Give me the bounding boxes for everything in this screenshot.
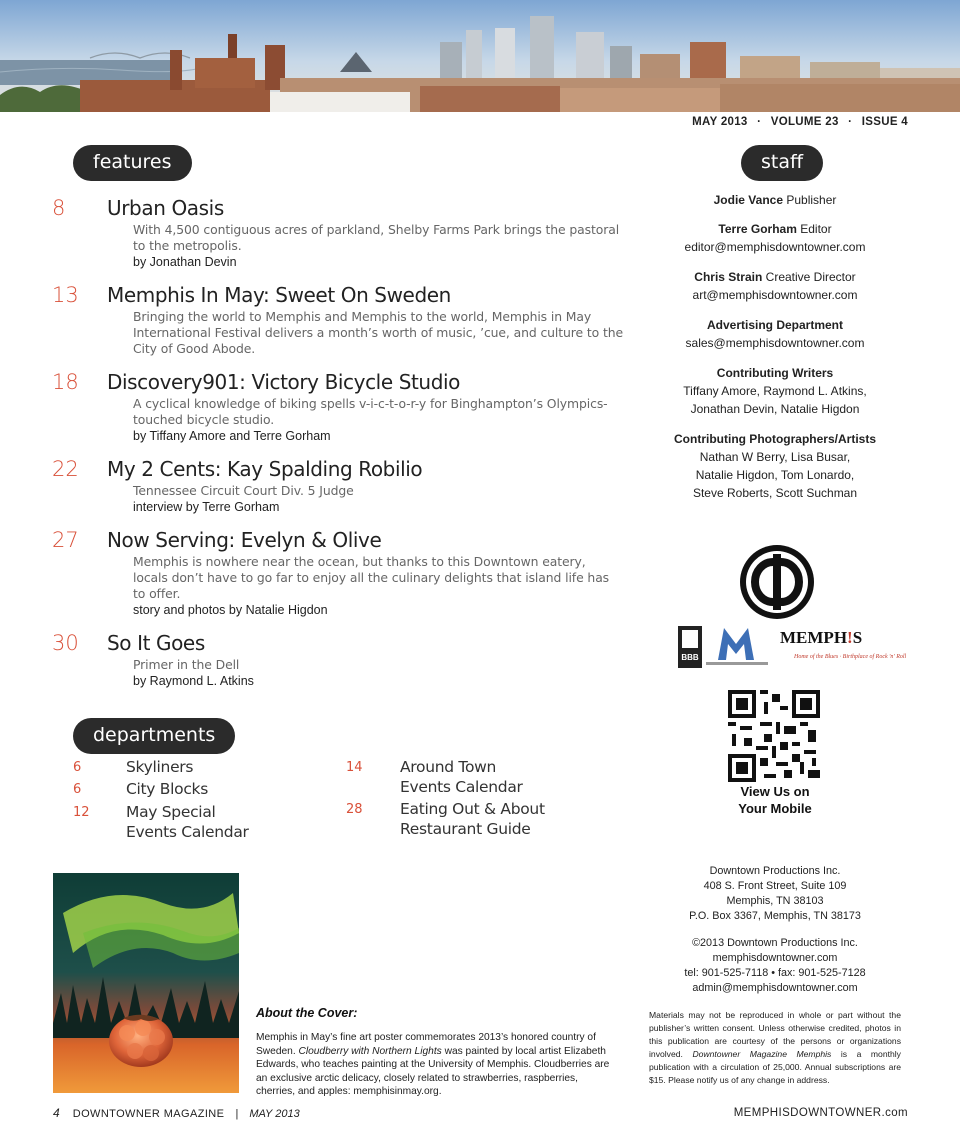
- publisher-address: Downtown Productions Inc. 408 S. Front Street, Suite 109 Memphis, TN 38103 P.O. Box 3367, Memphis, TN 38173: [689, 865, 861, 922]
- footer-website-link[interactable]: MEMPHISDOWNTOWNER.com: [733, 1107, 908, 1119]
- feature-page-number: 27: [52, 528, 79, 552]
- qr-code-icon[interactable]: [728, 690, 820, 782]
- departments-heading: departments: [73, 718, 235, 754]
- skyline-banner-image: [0, 0, 960, 112]
- feature-item[interactable]: [52, 631, 622, 691]
- feature-title[interactable]: Urban Oasis: [107, 196, 224, 220]
- feature-item[interactable]: [52, 370, 622, 446]
- editor-email-link[interactable]: editor@memphisdowntowner.com: [684, 240, 866, 254]
- department-title[interactable]: Eating Out & About Restaurant Guide: [400, 800, 545, 838]
- issue-number: ISSUE 4: [861, 116, 908, 128]
- staff-creative-director: Chris Strain Creative Director art@memphisdowntowner.com: [692, 270, 858, 302]
- staff-advertising: Advertising Department sales@memphisdowntowner.com: [685, 318, 865, 350]
- feature-byline: story and photos by Natalie Higdon: [133, 603, 328, 617]
- staff-heading: staff: [741, 145, 823, 181]
- feature-byline: by Jonathan Devin: [133, 255, 237, 269]
- chamber-logo-icon: [718, 628, 754, 660]
- staff-photographers: Contributing Photographers/Artists Nathan W Berry, Lisa Busar, Natalie Higdon, Tom Lonardo, Steve Roberts, Scott Suchman: [674, 432, 876, 500]
- cover-image: [53, 873, 239, 1093]
- feature-page-number: 18: [52, 370, 79, 394]
- issue-info: MAY 2013 · VOLUME 23 · ISSUE 4: [692, 116, 908, 128]
- website-link[interactable]: memphisdowntowner.com: [712, 952, 838, 964]
- feature-page-number: 13: [52, 283, 79, 307]
- feature-description: A cyclical knowledge of biking spells v-i-c-t-o-r-y for Binghampton’s Olympics-touched bicycle studio.: [133, 396, 608, 427]
- feature-page-number: 30: [52, 631, 79, 655]
- department-page-number: 14: [346, 760, 363, 775]
- feature-title[interactable]: Discovery901: Victory Bicycle Studio: [107, 370, 460, 394]
- department-page-number: 6: [73, 760, 82, 775]
- feature-title[interactable]: Now Serving: Evelyn & Olive: [107, 528, 382, 552]
- feature-item[interactable]: [52, 528, 622, 620]
- issue-month: MAY 2013: [692, 116, 748, 128]
- feature-byline: by Raymond L. Atkins: [133, 674, 254, 688]
- staff-publisher: Jodie Vance Publisher: [713, 193, 837, 207]
- feature-description: Primer in the Dell: [133, 657, 240, 672]
- qr-caption: View Us on Your Mobile: [738, 784, 812, 816]
- about-cover-text: Memphis in May’s fine art poster commemorates 2013’s honored country of Sweden. Cloudberry with Northern Lights was painted by local artist Elizabeth Edwards, who teaches painting at the University of Memphis. Cloudberries are an exclusive arctic delicacy, closely related to strawberries, raspberries, cherries, and apples: memphisinmay.org.: [256, 1032, 610, 1097]
- sponsor-logos: [676, 620, 907, 672]
- feature-page-number: 22: [52, 457, 79, 481]
- feature-title[interactable]: Memphis In May: Sweet On Sweden: [107, 283, 451, 307]
- feature-item[interactable]: [52, 283, 622, 358]
- feature-title[interactable]: So It Goes: [107, 631, 205, 655]
- department-page-number: 28: [346, 802, 363, 817]
- svg-text:Home of the Blues · Birthplace: Home of the Blues · Birthplace of Rock 'n' Roll: [794, 654, 907, 660]
- department-title[interactable]: City Blocks: [126, 780, 209, 798]
- feature-page-number: 8: [52, 196, 66, 220]
- legal-notice: Materials may not be reproduced in whole or part without the publisher’s written consent. Unless otherwise credited, photos in this publication are courtesy of the persons or organizations involved. Downtowner Magazine Memphis is a monthly publication with a circulation of 25,000. Annual subscriptions are $15. Please notify us of any change in address.: [649, 1010, 901, 1085]
- feature-byline: by Tiffany Amore and Terre Gorham: [133, 429, 331, 443]
- department-title[interactable]: May Special Events Calendar: [126, 803, 249, 841]
- about-cover-heading: About the Cover:: [256, 1006, 358, 1020]
- publisher-contact: ©2013 Downtown Productions Inc. memphisdowntowner.com tel: 901-525-7118 • fax: 901-525-7128 admin@memphisdowntowner.com: [640, 936, 910, 996]
- department-page-number: 6: [73, 782, 82, 797]
- department-page-number: 12: [73, 805, 90, 820]
- features-heading: features: [73, 145, 192, 181]
- art-email-link[interactable]: art@memphisdowntowner.com: [692, 288, 858, 302]
- page-footer: 4 DOWNTOWNER MAGAZINE | MAY 2013: [53, 1106, 300, 1120]
- page-number: 4: [53, 1106, 60, 1120]
- svg-text:BBB: BBB: [681, 653, 699, 662]
- department-title[interactable]: Skyliners: [126, 758, 194, 776]
- feature-title[interactable]: My 2 Cents: Kay Spalding Robilio: [107, 457, 423, 481]
- feature-description: Memphis is nowhere near the ocean, but thanks to this Downtown eatery, locals don’t have to go far to enjoy all the culinary delights that island life has to offer.: [133, 554, 610, 601]
- sales-email-link[interactable]: sales@memphisdowntowner.com: [685, 336, 865, 350]
- feature-description: With 4,500 contiguous acres of parkland, Shelby Farms Park brings the pastoral to the metropolis.: [133, 222, 620, 253]
- staff-editor: Terre Gorham Editor editor@memphisdowntowner.com: [684, 222, 866, 254]
- feature-description: Bringing the world to Memphis and Memphis to the world, Memphis in May International Festival delivers a month’s worth of music, ’cue, and culture to the City of Good Abode.: [133, 309, 623, 356]
- magazine-name: DOWNTOWNER MAGAZINE: [72, 1108, 225, 1120]
- feature-byline: interview by Terre Gorham: [133, 500, 280, 514]
- admin-email-link[interactable]: admin@memphisdowntowner.com: [692, 982, 858, 994]
- downtowner-logo-icon: [737, 542, 817, 622]
- feature-description: Tennessee Circuit Court Div. 5 Judge: [133, 483, 354, 498]
- feature-item[interactable]: [52, 196, 622, 268]
- feature-item[interactable]: [52, 457, 622, 517]
- department-title[interactable]: Around Town Events Calendar: [400, 758, 523, 796]
- staff-writers: Contributing Writers Tiffany Amore, Raymond L. Atkins, Jonathan Devin, Natalie Higdon: [683, 366, 867, 416]
- issue-volume: VOLUME 23: [770, 116, 839, 128]
- footer-date: MAY 2013: [249, 1108, 300, 1120]
- memphis-logo-icon: MEMPH!S: [780, 628, 863, 647]
